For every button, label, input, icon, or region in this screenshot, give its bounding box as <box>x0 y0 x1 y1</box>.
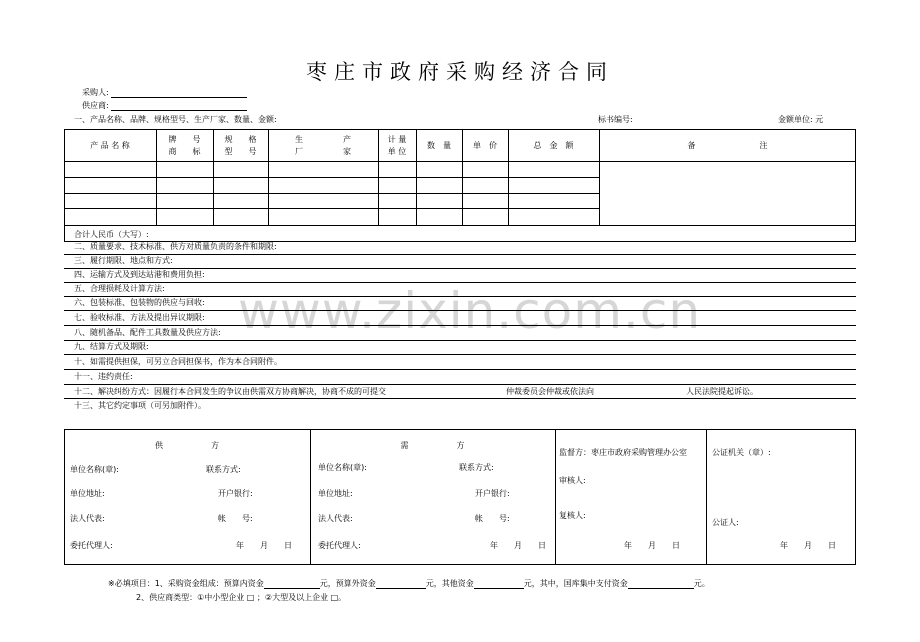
item1-label: 一、产品名称、品牌、规格型号、生产厂家、数量、金额: <box>74 115 277 124</box>
col-qty-header: 数 量 <box>427 141 451 150</box>
bid-no-label: 标书编号: <box>598 115 633 124</box>
footer-line-1 <box>108 579 710 589</box>
col-brand-header-1: 牌 号 <box>168 135 201 144</box>
budget-inside-field[interactable] <box>264 579 320 589</box>
demand-account: 帐 号: <box>475 514 510 523</box>
supplier-label: 供应商: <box>82 101 109 110</box>
clause-6: 六、包装标准、包装物的供应与回收: <box>74 298 205 307</box>
clause-7: 七、验收标准、方法及提出异议期限: <box>74 313 205 322</box>
footer-yuan-c: 元，其中，国库集中支付资金 <box>523 579 628 588</box>
supply-date: 年 月 日 <box>236 541 292 550</box>
purchaser-label: 采购人: <box>82 88 109 97</box>
footer-yuan-d: 元。 <box>693 579 710 588</box>
clause-13: 十三、其它约定事项（可另加附件）。 <box>74 401 206 410</box>
demand-address: 单位地址: <box>318 489 353 498</box>
footer-yuan-a: 元，预算外资金 <box>319 579 376 588</box>
supply-title: 供 方 <box>155 441 219 450</box>
supplier-field[interactable] <box>111 101 247 111</box>
purchaser-row <box>82 88 247 98</box>
clause-12-part1: 十二、解决纠纷方式：因履行本合同发生的争议由供需双方协商解决，协商不成的可提交 <box>74 387 386 396</box>
col-spec-header-1: 规 格 <box>224 135 257 144</box>
col-name-header: 产 品 名 称 <box>90 141 130 150</box>
supply-agent: 委托代理人: <box>70 541 113 550</box>
footer-prefix: ※必填项目：1、采购资金组成：预算内资金 <box>108 579 264 588</box>
clause-12 <box>74 387 386 397</box>
watermark: www.zixin.com.cn <box>238 282 702 340</box>
clause-8: 八、随机备品、配件工具数量及供应方法: <box>74 328 221 337</box>
demand-unit-name: 单位名称(章): <box>318 463 367 472</box>
demand-agent: 委托代理人: <box>318 541 361 550</box>
rechecker-label: 复核人: <box>559 511 586 520</box>
treasury-fund-field[interactable] <box>628 579 694 589</box>
supplier-row <box>82 101 247 111</box>
clause-5: 五、合理损耗及计算方法: <box>74 284 165 293</box>
budget-outside-field[interactable] <box>376 579 426 589</box>
contract-title: 枣庄市政府采购经济合同 <box>306 60 614 84</box>
col-mfr-header-2: 厂 家 <box>295 147 351 156</box>
demand-date: 年 月 日 <box>490 541 546 550</box>
clause-9: 九、结算方式及期限: <box>74 342 149 351</box>
demand-contact: 联系方式: <box>459 463 494 472</box>
reviewer-label: 审核人: <box>559 476 586 485</box>
clause-3: 三、履行期限、地点和方式: <box>74 256 173 265</box>
notary-date: 年 月 日 <box>780 541 836 550</box>
supply-bank: 开户银行: <box>218 489 253 498</box>
col-remark-header: 备 注 <box>687 141 768 150</box>
supervisor-date: 年 月 日 <box>624 541 680 550</box>
supply-contact: 联系方式: <box>206 465 241 474</box>
footer-yuan-b: 元，其他资金 <box>425 579 474 588</box>
demand-title: 需 方 <box>400 441 465 450</box>
col-unit-header-2: 单 位 <box>387 147 407 156</box>
col-spec-header-2: 型 号 <box>224 147 257 156</box>
clause-11: 十一、违约责任: <box>74 372 133 381</box>
supervisor-label: 监督方：枣庄市政府采购管理办公室 <box>559 448 687 457</box>
clause-10: 十、如需提供担保，可另立合同担保书，作为本合同附件。 <box>74 357 282 366</box>
clause-12-part3: 人民法院提起诉讼。 <box>686 387 758 396</box>
supply-legal-rep: 法人代表: <box>70 514 105 523</box>
clause-2: 二、质量要求、技术标准、供方对质量负责的条件和期限: <box>74 242 277 251</box>
footer-line-2: 2、供应商类型：①中小型企业 □ ；②大型及以上企业 □。 <box>136 593 347 602</box>
col-total-header: 总 金 额 <box>533 141 574 150</box>
col-mfr-header-1: 生 产 <box>295 135 351 144</box>
clause-12-part2: 仲裁委员会仲裁或依法向 <box>506 387 594 396</box>
supply-account: 帐 号: <box>218 514 253 523</box>
total-rmb-label: 合计人民币（大写）: <box>74 230 149 239</box>
amount-unit-label: 金额单位: 元 <box>778 115 824 124</box>
other-fund-field[interactable] <box>474 579 524 589</box>
col-price-header: 单 价 <box>473 141 497 150</box>
col-brand-header-2: 商 标 <box>168 147 201 156</box>
demand-legal-rep: 法人代表: <box>318 514 353 523</box>
clause-4: 四、运输方式及到达站港和费用负担: <box>74 270 205 279</box>
col-unit-header-1: 计 量 <box>387 135 407 144</box>
purchaser-field[interactable] <box>111 88 247 98</box>
demand-bank: 开户银行: <box>475 489 510 498</box>
supply-address: 单位地址: <box>70 489 105 498</box>
notary-org-label: 公证机关（章）: <box>712 448 771 457</box>
notary-label: 公证人: <box>712 518 739 527</box>
supply-unit-name: 单位名称(章): <box>70 465 119 474</box>
